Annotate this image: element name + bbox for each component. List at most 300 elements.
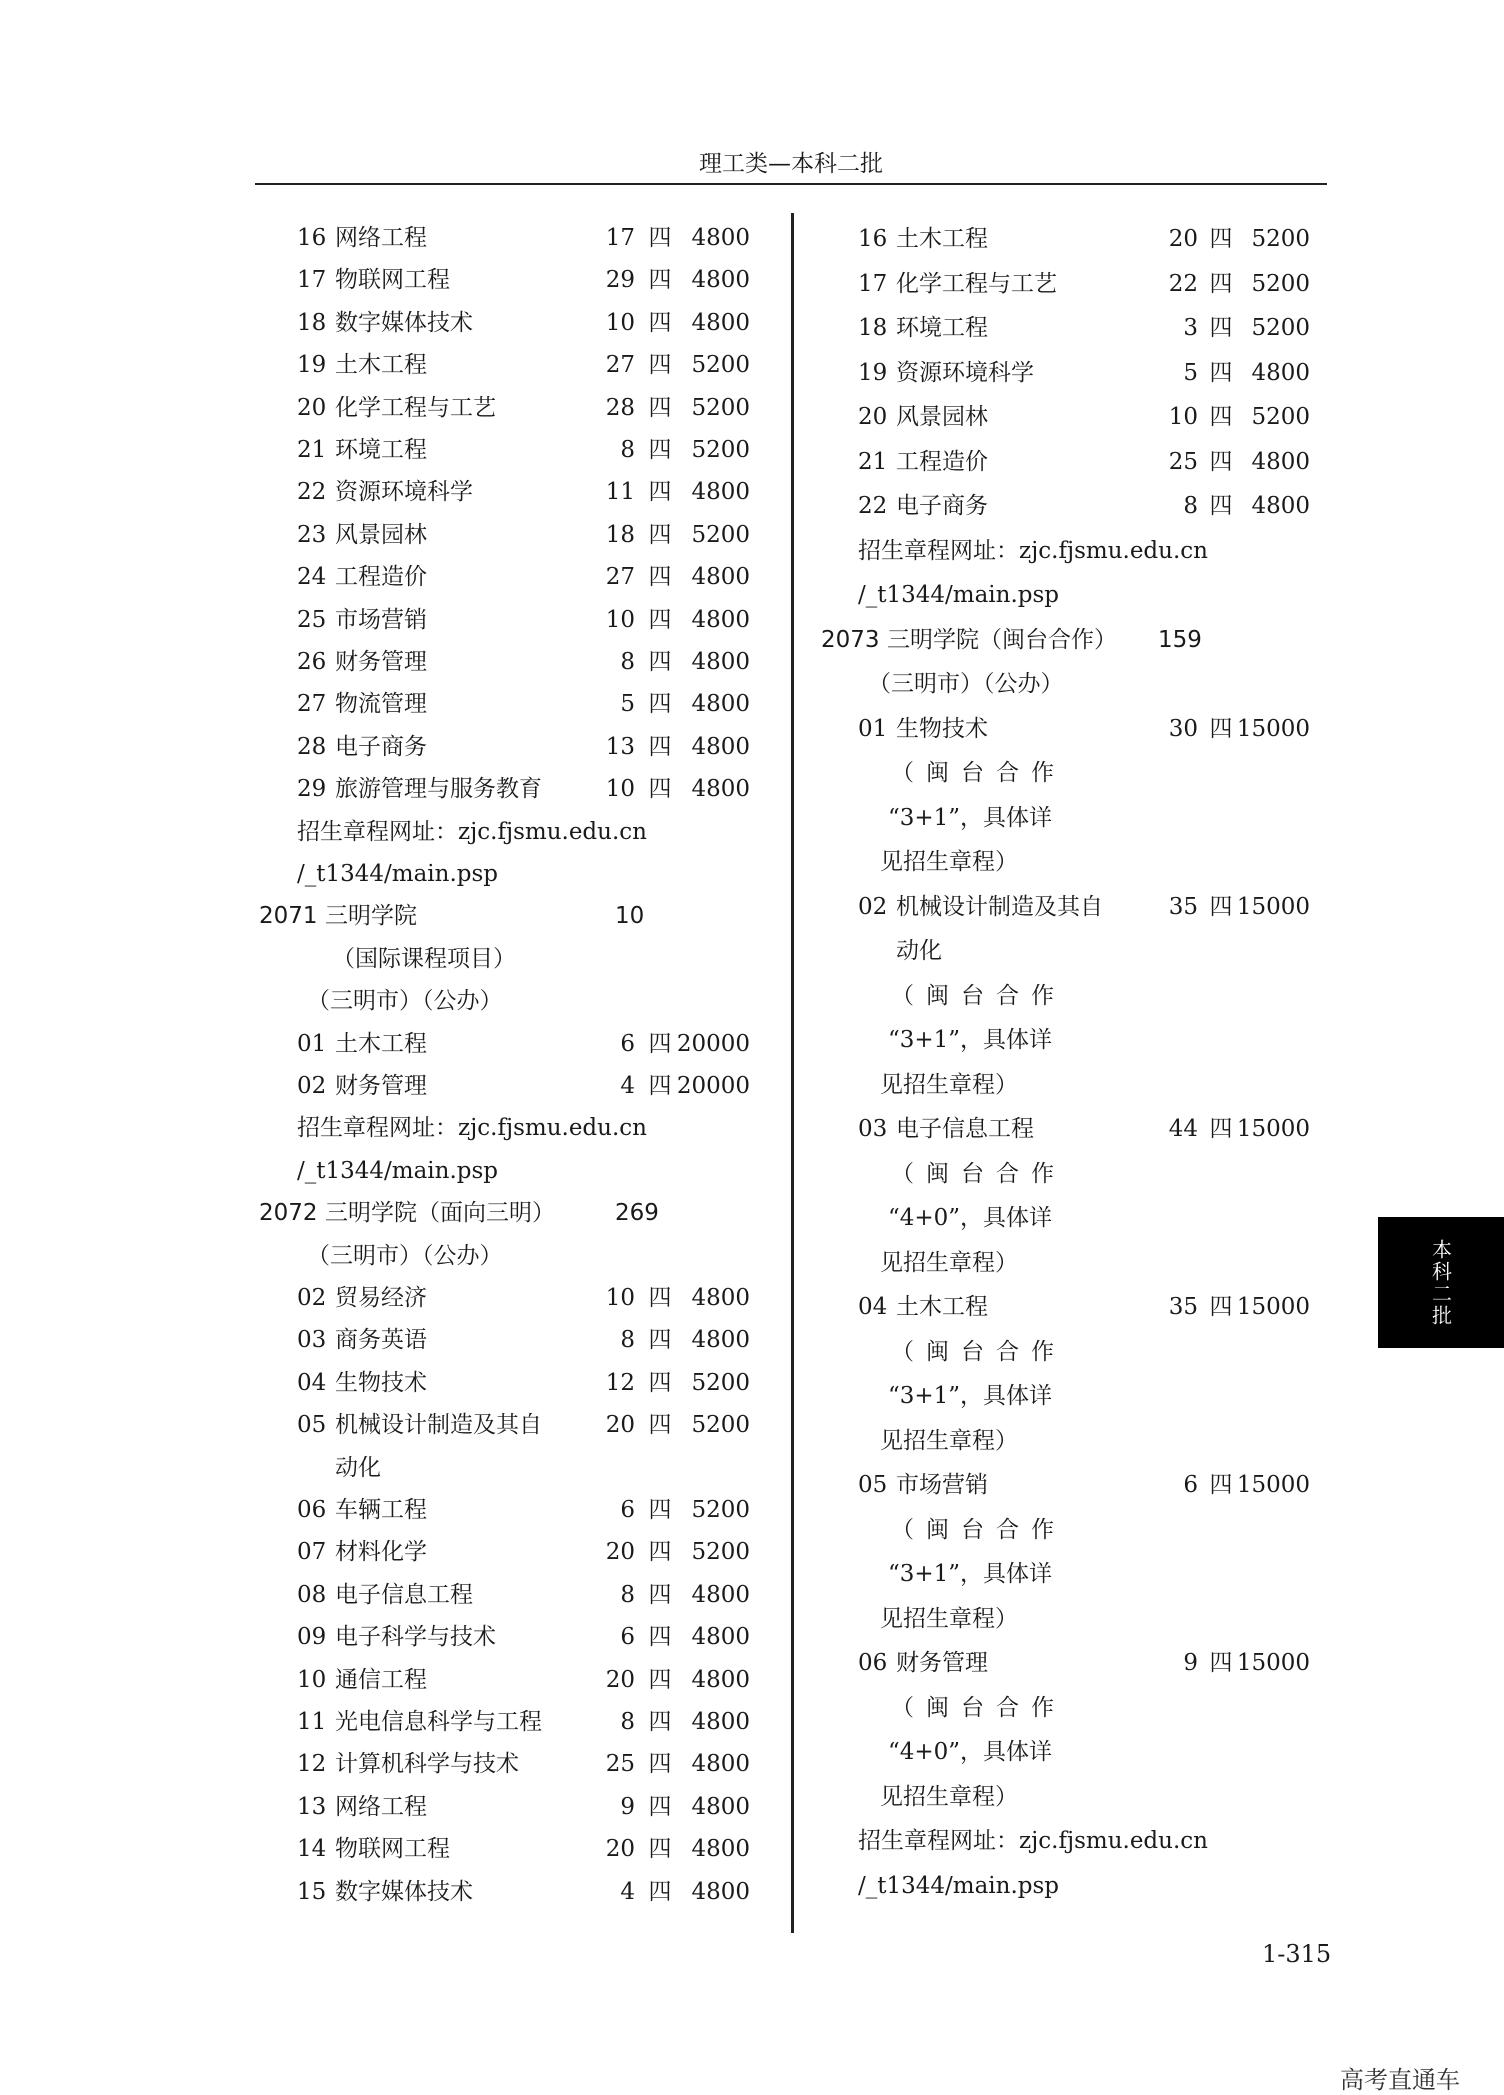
program-code: 05 bbox=[858, 1472, 888, 1498]
program-quota: 12 bbox=[605, 1369, 635, 1396]
program-note: 见招生章程） bbox=[880, 1783, 1018, 1810]
program-code: 16 bbox=[858, 226, 888, 252]
program-fee: 4800 bbox=[691, 479, 750, 506]
program-row bbox=[297, 557, 757, 597]
program-name: 生物技术 bbox=[896, 715, 988, 742]
program-name: 风景园林 bbox=[896, 404, 988, 430]
program-name: 资源环境科学 bbox=[335, 479, 473, 506]
program-name: 车辆工程 bbox=[335, 1497, 427, 1523]
program-quota: 8 bbox=[620, 1709, 635, 1735]
program-fee: 15000 bbox=[1236, 893, 1310, 920]
program-fee: 4800 bbox=[691, 691, 750, 718]
program-name: 环境工程 bbox=[896, 315, 988, 341]
program-quota: 9 bbox=[1183, 1650, 1198, 1676]
program-code: 11 bbox=[297, 1709, 327, 1735]
program-code: 22 bbox=[858, 493, 888, 519]
program-duration: 四 bbox=[648, 394, 672, 421]
program-row bbox=[297, 1702, 757, 1742]
program-quota: 5 bbox=[620, 691, 635, 718]
program-row bbox=[297, 1660, 757, 1700]
program-fee: 4800 bbox=[1251, 359, 1310, 386]
program-fee: 15000 bbox=[1236, 1650, 1310, 1676]
program-quota: 6 bbox=[620, 1624, 635, 1651]
program-row bbox=[297, 1024, 757, 1064]
school-total: 10 bbox=[615, 903, 645, 930]
program-duration: 四 bbox=[648, 1666, 672, 1693]
program-duration: 四 bbox=[648, 1412, 672, 1439]
program-note: 见招生章程） bbox=[880, 849, 1018, 875]
page-header: 理工类—本科二批 bbox=[699, 151, 883, 177]
program-fee: 4800 bbox=[691, 1836, 750, 1863]
program-quota: 27 bbox=[605, 564, 635, 591]
side-tab bbox=[1378, 1217, 1504, 1348]
program-code: 01 bbox=[297, 1030, 327, 1057]
program-row bbox=[297, 1744, 757, 1784]
program-row bbox=[297, 472, 757, 512]
program-row bbox=[297, 1532, 757, 1572]
program-quota: 25 bbox=[605, 1751, 635, 1778]
program-fee: 15000 bbox=[1236, 715, 1310, 742]
program-quota: 10 bbox=[1168, 404, 1198, 430]
program-quota: 6 bbox=[620, 1497, 635, 1523]
program-duration: 四 bbox=[648, 776, 672, 803]
program-row bbox=[858, 887, 1318, 927]
program-row bbox=[858, 308, 1318, 348]
program-code: 02 bbox=[297, 1285, 327, 1311]
program-quota: 3 bbox=[1183, 315, 1198, 341]
program-quota: 28 bbox=[605, 394, 635, 421]
program-name: 材料化学 bbox=[335, 1539, 427, 1566]
program-fee: 5200 bbox=[691, 352, 750, 379]
program-name: 网络工程 bbox=[335, 225, 427, 251]
program-row bbox=[297, 1829, 757, 1869]
program-name: 土木工程 bbox=[335, 352, 427, 379]
program-name: 财务管理 bbox=[896, 1650, 988, 1676]
program-duration: 四 bbox=[1209, 315, 1233, 341]
school-location: （三明市）（公办） bbox=[307, 1242, 503, 1269]
program-fee: 4800 bbox=[691, 1581, 750, 1608]
program-quota: 13 bbox=[605, 733, 635, 760]
program-fee: 5200 bbox=[691, 1539, 750, 1566]
program-name: 物联网工程 bbox=[335, 1836, 450, 1863]
column-divider bbox=[791, 213, 794, 1933]
program-code: 09 bbox=[297, 1624, 327, 1651]
program-code: 05 bbox=[297, 1412, 327, 1439]
program-row bbox=[858, 1465, 1318, 1505]
program-fee: 4800 bbox=[691, 1285, 750, 1311]
program-note: （闽台合作 bbox=[891, 1516, 1066, 1543]
school-subtitle: （国际课程项目） bbox=[332, 945, 516, 972]
program-code: 19 bbox=[297, 352, 327, 379]
school-total: 269 bbox=[615, 1200, 659, 1227]
program-fee: 4800 bbox=[691, 1709, 750, 1735]
school-header bbox=[259, 1193, 759, 1233]
program-fee: 4800 bbox=[691, 649, 750, 675]
program-fee: 5200 bbox=[691, 394, 750, 421]
program-duration: 四 bbox=[648, 1751, 672, 1778]
page-number: 1-315 bbox=[1262, 1940, 1332, 1968]
program-duration: 四 bbox=[648, 521, 672, 548]
program-name-continued: 动化 bbox=[896, 938, 942, 964]
admission-url: 招生章程网址：zjc.fjsmu.edu.cn bbox=[858, 537, 1208, 564]
program-row bbox=[297, 1490, 757, 1530]
program-duration: 四 bbox=[1209, 404, 1233, 430]
program-fee: 20000 bbox=[676, 1073, 750, 1099]
program-fee: 15000 bbox=[1236, 1116, 1310, 1142]
program-quota: 17 bbox=[605, 225, 635, 251]
program-note: 见招生章程） bbox=[880, 1427, 1018, 1454]
program-code: 17 bbox=[297, 267, 327, 294]
program-duration: 四 bbox=[648, 1030, 672, 1057]
program-row bbox=[297, 727, 757, 767]
school-header bbox=[821, 620, 1321, 660]
program-fee: 4800 bbox=[691, 1751, 750, 1778]
program-fee: 5200 bbox=[691, 521, 750, 548]
admission-url: 招生章程网址：zjc.fjsmu.edu.cn bbox=[297, 1115, 647, 1142]
program-quota: 8 bbox=[620, 1581, 635, 1608]
program-code: 23 bbox=[297, 521, 327, 548]
program-code: 08 bbox=[297, 1581, 327, 1608]
program-name: 市场营销 bbox=[335, 606, 427, 633]
program-name: 贸易经济 bbox=[335, 1285, 427, 1311]
program-code: 14 bbox=[297, 1836, 327, 1863]
program-note: （闽台合作 bbox=[891, 1160, 1066, 1187]
program-quota: 6 bbox=[1183, 1472, 1198, 1498]
program-duration: 四 bbox=[648, 1793, 672, 1820]
program-row bbox=[297, 260, 757, 300]
program-row bbox=[297, 388, 757, 428]
program-row bbox=[858, 264, 1318, 304]
program-name: 计算机科学与技术 bbox=[335, 1751, 519, 1778]
program-quota: 10 bbox=[605, 1285, 635, 1311]
program-code: 03 bbox=[858, 1116, 888, 1142]
program-name: 资源环境科学 bbox=[896, 359, 1034, 386]
program-name: 旅游管理与服务教育 bbox=[335, 776, 542, 803]
program-fee: 5200 bbox=[691, 1497, 750, 1523]
program-duration: 四 bbox=[648, 352, 672, 379]
program-quota: 6 bbox=[620, 1030, 635, 1057]
program-duration: 四 bbox=[648, 225, 672, 251]
program-quota: 4 bbox=[620, 1073, 635, 1099]
program-duration: 四 bbox=[648, 1709, 672, 1735]
program-name: 市场营销 bbox=[896, 1472, 988, 1498]
program-row bbox=[297, 218, 757, 258]
program-note: （闽台合作 bbox=[891, 1338, 1066, 1365]
program-note: “4+0”，具体详 bbox=[888, 1739, 1053, 1765]
school-code: 2071 bbox=[259, 903, 318, 930]
program-quota: 35 bbox=[1168, 893, 1198, 920]
program-fee: 5200 bbox=[1251, 226, 1310, 252]
program-row bbox=[297, 1066, 757, 1106]
program-duration: 四 bbox=[1209, 493, 1233, 519]
school-code: 2073 bbox=[821, 626, 880, 653]
program-row bbox=[858, 1287, 1318, 1327]
program-name: 土木工程 bbox=[896, 1294, 988, 1320]
program-quota: 8 bbox=[620, 437, 635, 463]
program-quota: 29 bbox=[605, 267, 635, 294]
program-row bbox=[858, 709, 1318, 749]
program-name: 化学工程与工艺 bbox=[335, 394, 496, 421]
program-fee: 5200 bbox=[1251, 270, 1310, 297]
program-quota: 10 bbox=[605, 776, 635, 803]
program-fee: 15000 bbox=[1236, 1294, 1310, 1320]
program-note: “4+0”，具体详 bbox=[888, 1205, 1053, 1231]
program-fee: 5200 bbox=[1251, 404, 1310, 430]
program-quota: 20 bbox=[605, 1836, 635, 1863]
program-row bbox=[858, 397, 1318, 437]
program-code: 16 bbox=[297, 225, 327, 251]
program-fee: 4800 bbox=[1251, 493, 1310, 519]
program-name: 光电信息科学与工程 bbox=[335, 1709, 542, 1735]
program-row bbox=[297, 430, 757, 470]
admission-url-path: /_t1344/main.psp bbox=[297, 861, 499, 887]
program-row bbox=[297, 303, 757, 343]
program-duration: 四 bbox=[648, 1369, 672, 1396]
program-name: 数字媒体技术 bbox=[335, 1878, 473, 1905]
school-location: （三明市）（公办） bbox=[307, 988, 503, 1015]
program-fee: 4800 bbox=[691, 1327, 750, 1354]
program-note: “3+1”，具体详 bbox=[888, 1027, 1053, 1053]
program-name: 财务管理 bbox=[335, 649, 427, 675]
program-duration: 四 bbox=[648, 1624, 672, 1651]
header-rule bbox=[255, 183, 1327, 185]
program-duration: 四 bbox=[648, 606, 672, 633]
program-name: 工程造价 bbox=[896, 448, 988, 475]
program-duration: 四 bbox=[1209, 359, 1233, 386]
program-code: 15 bbox=[297, 1878, 327, 1905]
program-name: 土木工程 bbox=[335, 1030, 427, 1057]
program-quota: 11 bbox=[605, 479, 635, 506]
program-row bbox=[858, 353, 1318, 393]
school-location: （三明市）（公办） bbox=[868, 671, 1064, 697]
program-note: （闽台合作 bbox=[891, 1694, 1066, 1721]
program-quota: 8 bbox=[620, 649, 635, 675]
program-code: 04 bbox=[858, 1294, 888, 1320]
program-duration: 四 bbox=[648, 1497, 672, 1523]
program-name: 土木工程 bbox=[896, 226, 988, 252]
program-row bbox=[297, 1617, 757, 1657]
side-tab-label: 本科二批 bbox=[1428, 1238, 1453, 1327]
program-duration: 四 bbox=[1209, 1650, 1233, 1676]
program-row bbox=[297, 1363, 757, 1403]
program-duration: 四 bbox=[1209, 448, 1233, 475]
program-name: 通信工程 bbox=[335, 1666, 427, 1693]
school-name: 三明学院 bbox=[325, 903, 417, 930]
program-code: 02 bbox=[297, 1073, 327, 1099]
school-code: 2072 bbox=[259, 1200, 318, 1227]
program-duration: 四 bbox=[648, 1327, 672, 1354]
program-name: 商务英语 bbox=[335, 1327, 427, 1354]
program-name: 机械设计制造及其自 bbox=[335, 1412, 542, 1439]
program-quota: 44 bbox=[1168, 1116, 1198, 1142]
program-duration: 四 bbox=[648, 1836, 672, 1863]
program-fee: 4800 bbox=[691, 267, 750, 294]
program-quota: 18 bbox=[605, 521, 635, 548]
program-row bbox=[297, 1872, 757, 1912]
program-name: 环境工程 bbox=[335, 437, 427, 463]
program-name: 生物技术 bbox=[335, 1369, 427, 1396]
program-row bbox=[858, 1109, 1318, 1149]
program-quota: 20 bbox=[605, 1412, 635, 1439]
program-row bbox=[297, 1405, 757, 1445]
admission-url-path: /_t1344/main.psp bbox=[297, 1157, 499, 1184]
program-duration: 四 bbox=[648, 437, 672, 463]
program-name: 电子商务 bbox=[335, 733, 427, 760]
program-duration: 四 bbox=[648, 1581, 672, 1608]
admission-url-path: /_t1344/main.psp bbox=[858, 1872, 1060, 1899]
admission-url: 招生章程网址：zjc.fjsmu.edu.cn bbox=[858, 1828, 1208, 1854]
program-quota: 25 bbox=[1168, 448, 1198, 475]
program-name: 风景园林 bbox=[335, 521, 427, 548]
program-row bbox=[858, 442, 1318, 482]
program-fee: 15000 bbox=[1236, 1472, 1310, 1498]
program-duration: 四 bbox=[1209, 1294, 1233, 1320]
program-duration: 四 bbox=[648, 309, 672, 336]
program-quota: 30 bbox=[1168, 715, 1198, 742]
program-name: 电子信息工程 bbox=[896, 1116, 1034, 1142]
program-row bbox=[297, 1278, 757, 1318]
admission-url: 招生章程网址：zjc.fjsmu.edu.cn bbox=[297, 818, 647, 845]
program-code: 06 bbox=[297, 1497, 327, 1523]
program-code: 06 bbox=[858, 1650, 888, 1676]
program-fee: 5200 bbox=[691, 1412, 750, 1439]
program-name: 数字媒体技术 bbox=[335, 309, 473, 336]
program-duration: 四 bbox=[1209, 226, 1233, 252]
program-fee: 4800 bbox=[691, 225, 750, 251]
program-name: 网络工程 bbox=[335, 1793, 427, 1820]
program-row bbox=[297, 345, 757, 385]
program-note: “3+1”，具体详 bbox=[888, 1561, 1053, 1587]
program-duration: 四 bbox=[1209, 270, 1233, 297]
program-note: （闽台合作 bbox=[891, 982, 1066, 1009]
program-duration: 四 bbox=[648, 733, 672, 760]
program-duration: 四 bbox=[1209, 1116, 1233, 1142]
school-total: 159 bbox=[1158, 626, 1202, 653]
program-quota: 5 bbox=[1183, 359, 1198, 386]
program-row bbox=[297, 600, 757, 640]
program-code: 17 bbox=[858, 270, 888, 297]
program-code: 03 bbox=[297, 1327, 327, 1354]
program-code: 01 bbox=[858, 715, 888, 742]
program-name: 电子信息工程 bbox=[335, 1581, 473, 1608]
program-fee: 4800 bbox=[691, 564, 750, 591]
program-row bbox=[858, 219, 1318, 259]
program-fee: 20000 bbox=[676, 1030, 750, 1057]
school-name: 三明学院（面向三明） bbox=[325, 1200, 555, 1227]
program-quota: 20 bbox=[605, 1539, 635, 1566]
program-row bbox=[297, 515, 757, 555]
school-name: 三明学院（闽台合作） bbox=[887, 626, 1117, 653]
program-code: 27 bbox=[297, 691, 327, 718]
program-code: 18 bbox=[297, 309, 327, 336]
program-code: 24 bbox=[297, 564, 327, 591]
program-quota: 10 bbox=[605, 309, 635, 336]
program-note: 见招生章程） bbox=[880, 1605, 1018, 1632]
program-duration: 四 bbox=[1209, 715, 1233, 742]
program-name: 物流管理 bbox=[335, 691, 427, 718]
program-fee: 4800 bbox=[691, 776, 750, 803]
program-quota: 20 bbox=[605, 1666, 635, 1693]
admission-url-path: /_t1344/main.psp bbox=[858, 582, 1060, 608]
program-quota: 20 bbox=[1168, 226, 1198, 252]
program-code: 18 bbox=[858, 315, 888, 341]
program-quota: 10 bbox=[605, 606, 635, 633]
program-fee: 4800 bbox=[1251, 448, 1310, 475]
program-duration: 四 bbox=[648, 649, 672, 675]
program-code: 20 bbox=[858, 404, 888, 430]
program-duration: 四 bbox=[648, 1878, 672, 1905]
program-row bbox=[297, 769, 757, 809]
program-code: 21 bbox=[858, 448, 888, 475]
program-quota: 8 bbox=[620, 1327, 635, 1354]
program-quota: 22 bbox=[1168, 270, 1198, 297]
program-code: 13 bbox=[297, 1793, 327, 1820]
program-code: 02 bbox=[858, 893, 888, 920]
program-quota: 9 bbox=[620, 1793, 635, 1820]
program-row bbox=[297, 684, 757, 724]
program-note: “3+1”，具体详 bbox=[888, 804, 1053, 831]
program-fee: 4800 bbox=[691, 1624, 750, 1651]
program-quota: 35 bbox=[1168, 1294, 1198, 1320]
program-code: 29 bbox=[297, 776, 327, 803]
school-header bbox=[259, 896, 759, 936]
program-duration: 四 bbox=[648, 691, 672, 718]
program-duration: 四 bbox=[648, 267, 672, 294]
program-fee: 5200 bbox=[691, 437, 750, 463]
program-name-continued: 动化 bbox=[335, 1454, 381, 1481]
program-row bbox=[297, 1320, 757, 1360]
program-fee: 4800 bbox=[691, 1666, 750, 1693]
program-code: 28 bbox=[297, 733, 327, 760]
program-name: 机械设计制造及其自 bbox=[896, 893, 1103, 920]
program-fee: 4800 bbox=[691, 1793, 750, 1820]
program-name: 电子科学与技术 bbox=[335, 1624, 496, 1651]
program-code: 21 bbox=[297, 437, 327, 463]
program-quota: 8 bbox=[1183, 493, 1198, 519]
program-row bbox=[858, 486, 1318, 526]
program-duration: 四 bbox=[1209, 893, 1233, 920]
program-fee: 4800 bbox=[691, 606, 750, 633]
program-name: 工程造价 bbox=[335, 564, 427, 591]
program-fee: 4800 bbox=[691, 309, 750, 336]
program-duration: 四 bbox=[648, 564, 672, 591]
program-note: （闽台合作 bbox=[891, 760, 1066, 786]
program-code: 20 bbox=[297, 394, 327, 421]
program-duration: 四 bbox=[1209, 1472, 1233, 1498]
program-duration: 四 bbox=[648, 1285, 672, 1311]
program-code: 26 bbox=[297, 649, 327, 675]
program-code: 04 bbox=[297, 1369, 327, 1396]
program-code: 22 bbox=[297, 479, 327, 506]
program-row bbox=[297, 642, 757, 682]
watermark: 高考直通车 bbox=[1340, 2066, 1460, 2094]
program-duration: 四 bbox=[648, 1539, 672, 1566]
program-code: 25 bbox=[297, 606, 327, 633]
program-name: 财务管理 bbox=[335, 1073, 427, 1099]
program-row bbox=[297, 1575, 757, 1615]
program-note: 见招生章程） bbox=[880, 1249, 1018, 1276]
program-note: 见招生章程） bbox=[880, 1071, 1018, 1098]
program-fee: 5200 bbox=[691, 1369, 750, 1396]
program-quota: 27 bbox=[605, 352, 635, 379]
program-row bbox=[858, 1643, 1318, 1683]
program-code: 10 bbox=[297, 1666, 327, 1693]
program-duration: 四 bbox=[648, 1073, 672, 1099]
program-row bbox=[297, 1787, 757, 1827]
program-name: 化学工程与工艺 bbox=[896, 270, 1057, 297]
program-fee: 5200 bbox=[1251, 315, 1310, 341]
program-code: 12 bbox=[297, 1751, 327, 1778]
